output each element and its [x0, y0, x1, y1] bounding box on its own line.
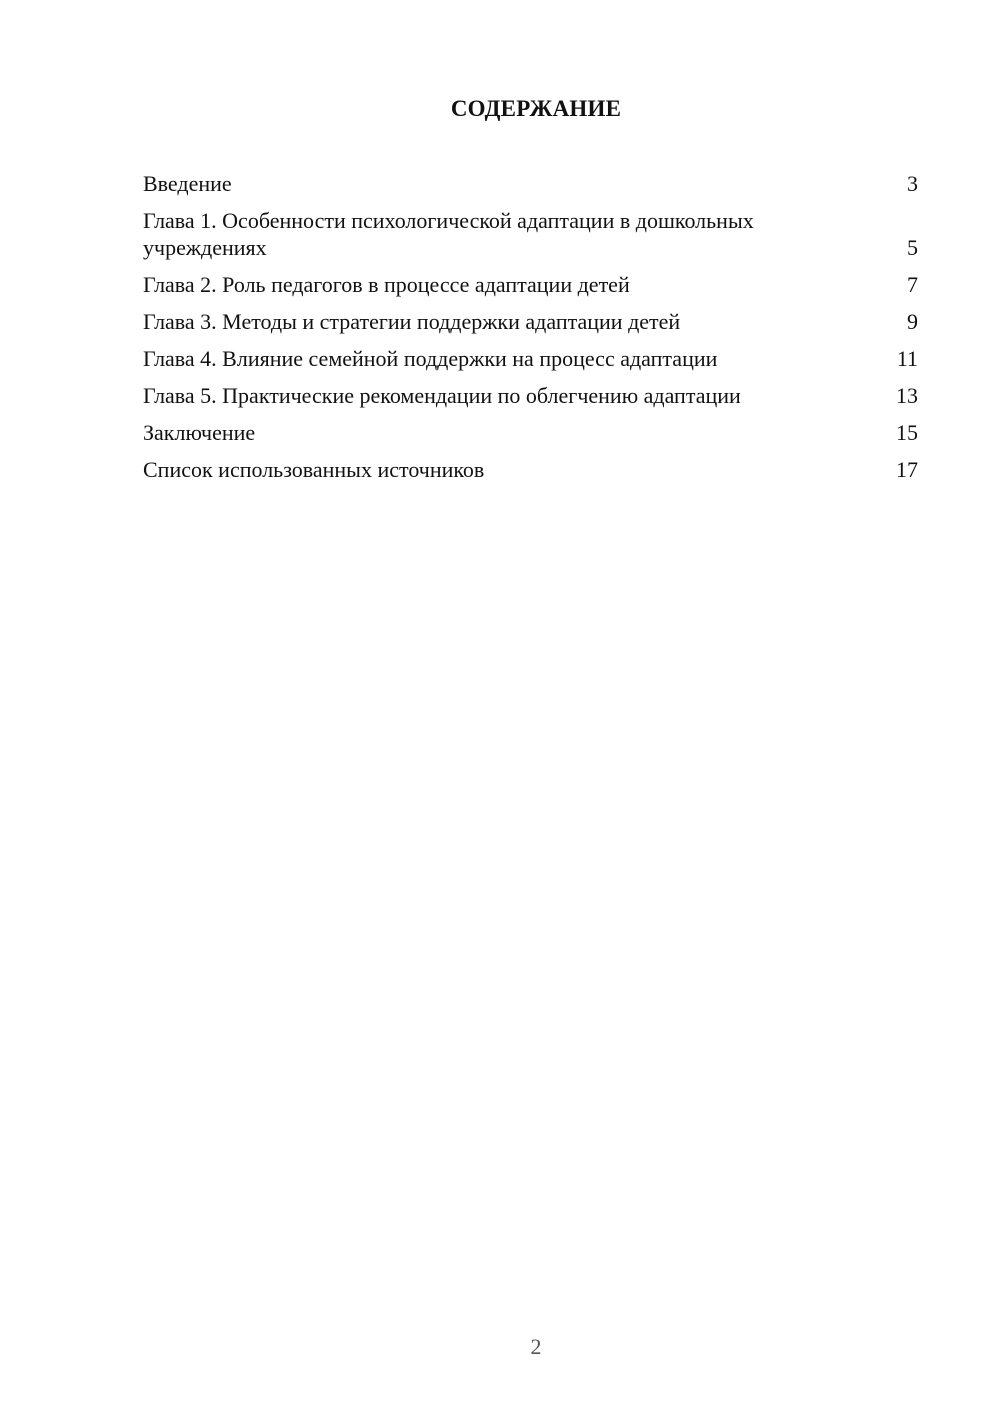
toc-entry-chapter-1	[143, 207, 918, 261]
toc-entry-page: 5	[907, 235, 918, 260]
toc-entry-page: 17	[896, 457, 918, 482]
toc-entry-text: Заключение	[143, 420, 256, 445]
toc-entry-text: Глава 4. Влияние семейной поддержки на процесс адаптации	[143, 346, 718, 371]
page-title: СОДЕРЖАНИЕ	[450, 96, 622, 121]
toc-entry-references	[143, 456, 918, 483]
toc-entry-page: 11	[896, 346, 918, 371]
toc-entry-chapter-5	[143, 382, 918, 409]
toc-entry-introduction	[143, 170, 918, 197]
toc-entry-page: 7	[907, 272, 918, 297]
toc-entry-text: Глава 3. Методы и стратегии поддержки адаптации детей	[143, 309, 681, 334]
toc-entry-page: 9	[907, 309, 918, 334]
toc-entry-text: Список использованных источников	[143, 457, 485, 482]
toc-entry-conclusion	[143, 419, 918, 446]
toc-entry-page: 3	[907, 171, 918, 196]
toc-entry-text: Глава 5. Практические рекомендации по облегчению адаптации	[143, 383, 741, 408]
toc-entry-text: Введение	[143, 171, 232, 196]
page-number: 2	[530, 1334, 542, 1359]
toc-entry-page: 15	[896, 420, 918, 445]
table-of-contents	[143, 170, 918, 493]
toc-entry-chapter-2	[143, 271, 918, 298]
toc-entry-chapter-4	[143, 345, 918, 372]
toc-entry-page: 13	[896, 383, 918, 408]
toc-entry-chapter-3	[143, 308, 918, 335]
toc-entry-text: Глава 2. Роль педагогов в процессе адаптации детей	[143, 272, 630, 297]
toc-entry-text: Глава 1. Особенности психологической адаптации в дошкольных учреждениях	[143, 208, 754, 260]
